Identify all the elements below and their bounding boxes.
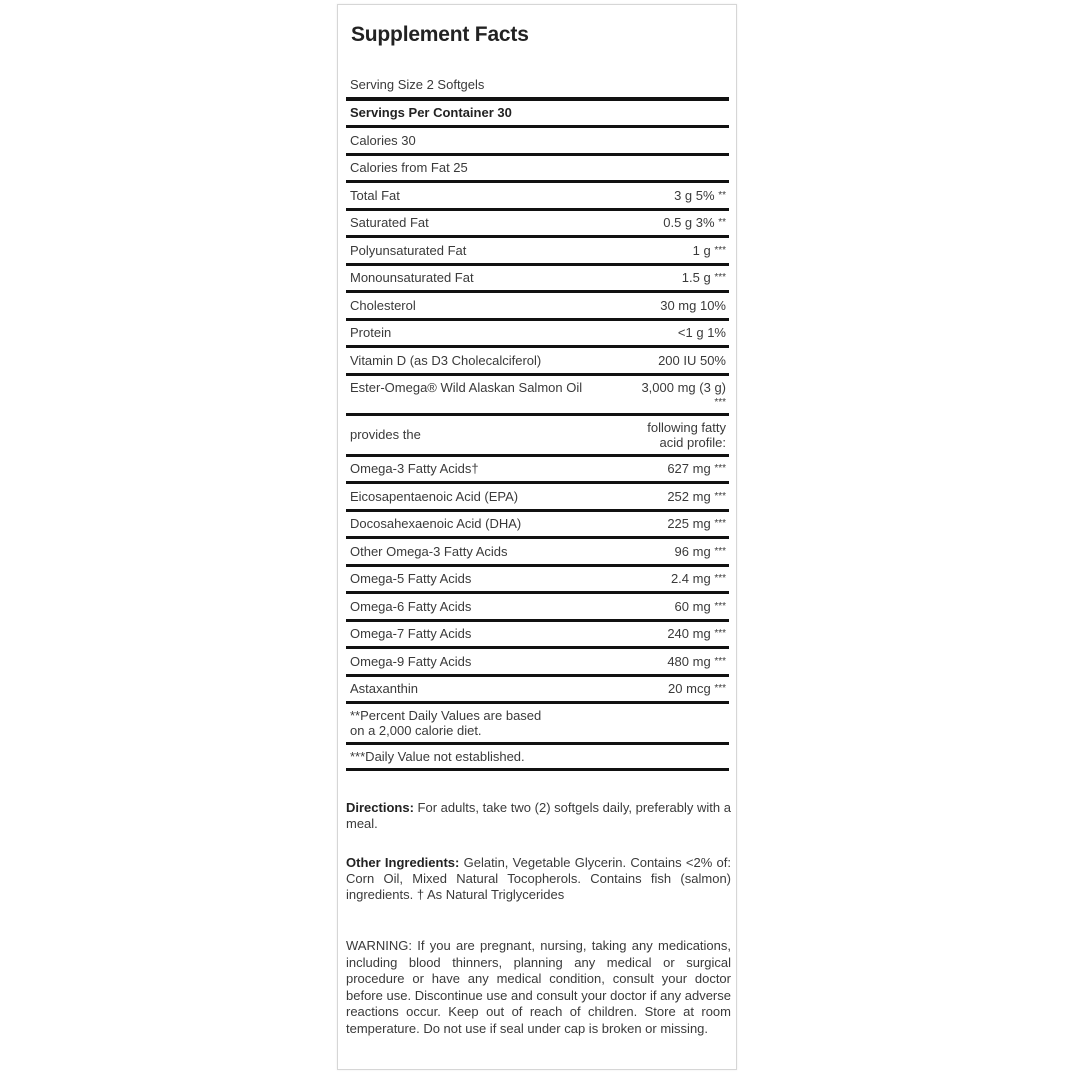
directions bbox=[346, 800, 731, 832]
nutrient-row-value: 30 mg 10% bbox=[660, 297, 726, 313]
fatty-acid-row-name: Other Omega-3 Fatty Acids bbox=[350, 543, 508, 559]
fatty-acid-row-mark: *** bbox=[714, 600, 726, 612]
fatty-acid-row bbox=[346, 457, 729, 485]
fatty-acid-row-value: 627 mg bbox=[667, 461, 711, 477]
nutrient-row-amount bbox=[663, 215, 726, 230]
nutrient-row-amount bbox=[674, 188, 726, 203]
fatty-acid-row bbox=[346, 594, 729, 622]
calories-from-fat: Calories from Fat 25 bbox=[350, 160, 468, 176]
fatty-acid-row-mark: *** bbox=[714, 490, 726, 502]
fatty-acid-row-mark: *** bbox=[714, 573, 726, 585]
fatty-acid-row-amount bbox=[667, 654, 726, 669]
footnote-percent: **Percent Daily Values are based on a 2,000 calorie diet. bbox=[346, 704, 729, 745]
profile-intro-left: provides the bbox=[350, 427, 421, 442]
fatty-acid-row-amount bbox=[675, 599, 726, 614]
fatty-acid-row-value: 2.4 mg bbox=[670, 571, 711, 587]
profile-intro-right: following fatty acid profile: bbox=[647, 419, 726, 450]
profile-intro-row bbox=[346, 416, 729, 457]
fatty-acid-row-amount bbox=[667, 626, 726, 641]
nutrient-row-value: 3 g 5% bbox=[674, 187, 715, 203]
panel-title: Supplement Facts bbox=[351, 23, 529, 46]
nutrient-row-value: 200 IU 50% bbox=[658, 352, 726, 368]
nutrient-row-name: Cholesterol bbox=[350, 297, 416, 313]
fatty-acid-row-value: 252 mg bbox=[667, 488, 711, 504]
nutrient-row bbox=[346, 183, 729, 211]
nutrient-list bbox=[346, 183, 729, 376]
fatty-acid-row-name: Omega-3 Fatty Acids† bbox=[350, 461, 479, 477]
fatty-acid-row bbox=[346, 677, 729, 705]
fatty-acid-row-amount bbox=[675, 544, 726, 559]
fatty-acid-row-value: 240 mg bbox=[667, 626, 711, 642]
ingredients-text: Gelatin, Vegetable Glycerin. Contains <2% of: Corn Oil, Mixed Natural Tocopherols. Contains fish (salmon) ingredients. † As Natural Triglycerides bbox=[346, 855, 731, 902]
nutrient-row-mark: ** bbox=[718, 189, 726, 201]
fatty-acid-row-mark: *** bbox=[714, 518, 726, 530]
nutrient-row-mark: *** bbox=[714, 272, 726, 284]
serving-size-row bbox=[346, 73, 729, 101]
footnote-dv: ***Daily Value not established. bbox=[346, 745, 729, 771]
supplement-facts-panel bbox=[337, 4, 737, 1070]
fatty-acid-row-value: 60 mg bbox=[674, 598, 711, 614]
nutrient-row-value: 1.5 g bbox=[681, 270, 711, 286]
fatty-acid-row-name: Omega-9 Fatty Acids bbox=[350, 653, 472, 669]
nutrient-row bbox=[346, 211, 729, 239]
warning: WARNING: If you are pregnant, nursing, taking any medications, including blood thinners, planning any medical or surgical procedure or have any medical condition, consult your doctor before use. Discontinue use and consult your doctor if any adverse reactions occur. Keep out of reach of children. Store at room temperature. Do not use if seal under cap is broken or missing. bbox=[346, 938, 731, 1036]
servings-per-container-row bbox=[346, 101, 729, 129]
serving-size: Serving Size 2 Softgels bbox=[350, 77, 485, 93]
salmon-oil-amount bbox=[641, 380, 726, 410]
fatty-acid-row-name: Omega-5 Fatty Acids bbox=[350, 571, 472, 587]
nutrient-row-amount bbox=[682, 270, 726, 285]
fatty-acid-row bbox=[346, 484, 729, 512]
fatty-acid-row-mark: *** bbox=[714, 683, 726, 695]
nutrient-row-value: <1 g 1% bbox=[677, 325, 726, 341]
fatty-acid-row-value: 20 mcg bbox=[668, 681, 711, 697]
fatty-acid-row-mark: *** bbox=[714, 628, 726, 640]
fatty-acid-row bbox=[346, 649, 729, 677]
other-ingredients bbox=[346, 855, 731, 903]
fatty-acid-row-name: Docosahexaenoic Acid (DHA) bbox=[350, 516, 522, 532]
calories-from-fat-row bbox=[346, 156, 729, 184]
salmon-oil-row bbox=[346, 376, 729, 416]
fatty-acid-row bbox=[346, 539, 729, 567]
salmon-oil-mark: *** bbox=[714, 396, 726, 408]
nutrient-row-name: Total Fat bbox=[350, 187, 400, 203]
servings-per-container: Servings Per Container 30 bbox=[350, 105, 512, 121]
nutrient-row-amount bbox=[678, 325, 726, 340]
nutrient-row-amount bbox=[693, 243, 726, 258]
fatty-acid-row-name: Omega-7 Fatty Acids bbox=[350, 626, 472, 642]
fatty-acid-row-amount bbox=[667, 489, 726, 504]
fatty-acid-row-mark: *** bbox=[714, 463, 726, 475]
nutrient-row-value: 1 g bbox=[692, 242, 711, 258]
fatty-acid-row-value: 96 mg bbox=[674, 543, 711, 559]
directions-text: For adults, take two (2) softgels daily, preferably with a meal. bbox=[346, 800, 731, 831]
nutrient-row-amount bbox=[658, 353, 726, 368]
nutrient-row-mark: *** bbox=[714, 244, 726, 256]
nutrient-row-mark: ** bbox=[718, 217, 726, 229]
nutrient-row-name: Vitamin D (as D3 Cholecalciferol) bbox=[350, 352, 542, 368]
fatty-acid-list bbox=[346, 457, 729, 705]
fatty-acid-row-amount bbox=[668, 681, 726, 696]
fatty-acid-row-amount bbox=[667, 516, 726, 531]
salmon-oil-value: 3,000 mg (3 g) bbox=[641, 379, 726, 395]
nutrient-row-name: Monounsaturated Fat bbox=[350, 270, 474, 286]
fatty-acid-row-amount bbox=[671, 571, 726, 586]
nutrient-row-name: Saturated Fat bbox=[350, 215, 429, 231]
nutrient-row bbox=[346, 266, 729, 294]
nutrient-row-name: Protein bbox=[350, 325, 392, 341]
calories: Calories 30 bbox=[350, 132, 416, 148]
nutrient-row bbox=[346, 293, 729, 321]
fatty-acid-row-value: 225 mg bbox=[667, 516, 711, 532]
nutrient-row-value: 0.5 g 3% bbox=[663, 215, 715, 231]
fatty-acid-row-name: Eicosapentaenoic Acid (EPA) bbox=[350, 488, 519, 504]
ingredients-label: Other Ingredients: bbox=[346, 855, 460, 870]
fatty-acid-row bbox=[346, 622, 729, 650]
fatty-acid-row-name: Omega-6 Fatty Acids bbox=[350, 598, 472, 614]
fatty-acid-row-mark: *** bbox=[714, 545, 726, 557]
nutrient-row-name: Polyunsaturated Fat bbox=[350, 242, 467, 258]
fatty-acid-row-mark: *** bbox=[714, 655, 726, 667]
fatty-acid-row-value: 480 mg bbox=[667, 653, 711, 669]
fatty-acid-row-amount bbox=[667, 461, 726, 476]
nutrient-row bbox=[346, 348, 729, 376]
calories-row bbox=[346, 128, 729, 156]
directions-label: Directions: bbox=[346, 800, 414, 815]
facts-table bbox=[346, 73, 729, 771]
fatty-acid-row bbox=[346, 512, 729, 540]
nutrient-row-amount bbox=[660, 298, 726, 313]
salmon-oil-name: Ester-Omega® Wild Alaskan Salmon Oil bbox=[350, 379, 583, 395]
nutrient-row bbox=[346, 321, 729, 349]
fatty-acid-row bbox=[346, 567, 729, 595]
nutrient-row bbox=[346, 238, 729, 266]
fatty-acid-row-name: Astaxanthin bbox=[350, 681, 418, 697]
